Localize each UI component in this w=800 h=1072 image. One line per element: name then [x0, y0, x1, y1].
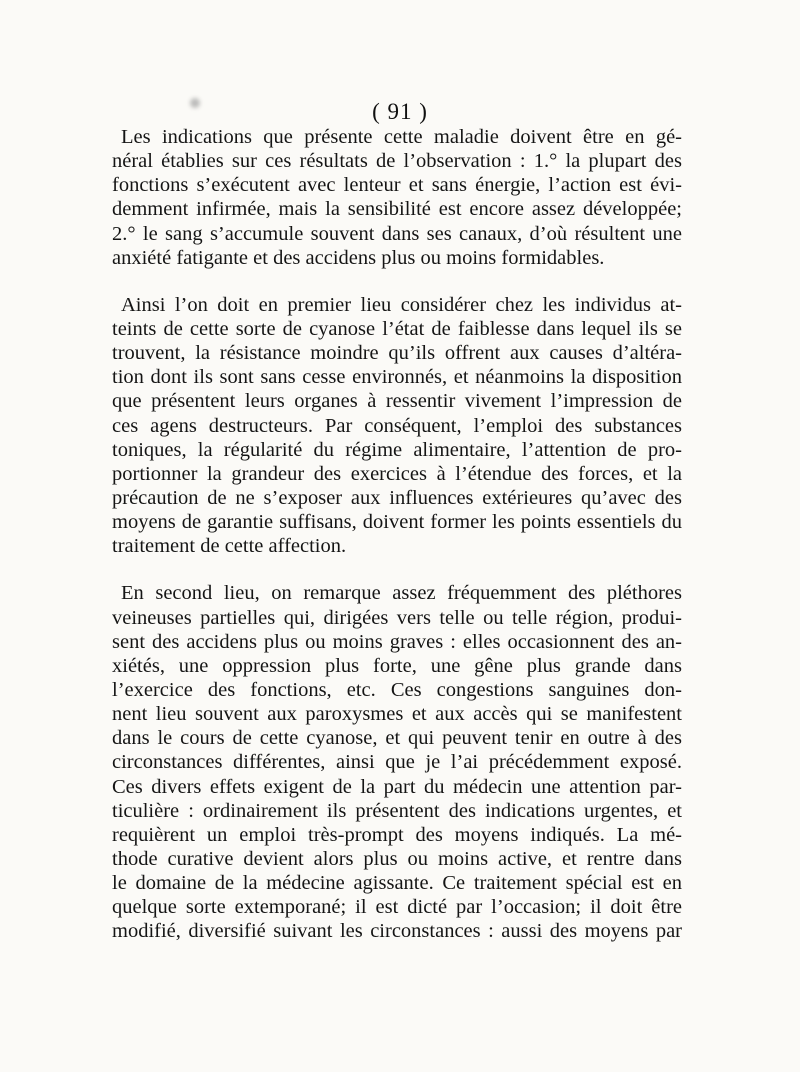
- text-line: ticulière : ordinairement ils présentent des indications urgentes, et: [112, 799, 682, 822]
- text-line: circonstances différentes, ainsi que je l’ai précédemment exposé.: [112, 751, 682, 774]
- text-line: fonctions s’exécutent avec lenteur et sans énergie, l’action est évi-: [112, 174, 682, 197]
- page-number: ( 91 ): [372, 99, 428, 124]
- text-line: trouvent, la résistance moindre qu’ils offrent aux causes d’altéra-: [112, 342, 682, 365]
- text-line: traitement de cette affection.: [112, 535, 347, 558]
- text-line: sent des accidens plus ou moins graves : elles occasionnent des an-: [112, 630, 682, 653]
- text-line: dans le cours de cette cyanose, et qui peuvent tenir en outre à des: [112, 727, 682, 750]
- text-line: l’exercice des fonctions, etc. Ces congestions sanguines don-: [112, 678, 682, 701]
- text-line: modifié, diversifié suivant les circonstances : aussi des moyens par: [112, 920, 682, 943]
- text-line: néral établies sur ces résultats de l’observation : 1.° la plupart des: [112, 150, 682, 173]
- text-line: le domaine de la médecine agissante. Ce traitement spécial est en: [112, 872, 682, 895]
- text-line: anxiété fatigante et des accidens plus ou moins formidables.: [112, 246, 605, 269]
- text-line: requièrent un emploi très-prompt des moyens indiqués. La mé-: [112, 823, 682, 846]
- text-line: demment infirmée, mais la sensibilité est encore assez développée;: [112, 198, 682, 221]
- paragraph-gap: [112, 558, 682, 581]
- body-text: [112, 125, 682, 944]
- text-line: que présentent leurs organes à ressentir vivement l’impression de: [112, 390, 682, 413]
- text-line: quelque sorte extemporané; il est dicté par l’occasion; il doit être: [112, 896, 682, 919]
- text-line: Ainsi l’on doit en premier lieu considérer chez les individus at-: [121, 293, 682, 316]
- paragraph-gap: [112, 270, 682, 293]
- paragraph-1: [112, 125, 682, 270]
- text-line: En second lieu, on remarque assez fréquemment des pléthores: [121, 582, 682, 605]
- text-line: teints de cette sorte de cyanose l’état de faiblesse dans lequel ils se: [112, 317, 682, 340]
- text-line: portionner la grandeur des exercices à l’étendue des forces, et la: [112, 462, 682, 485]
- paragraph-3: [112, 581, 682, 943]
- text-line: tion dont ils sont sans cesse environnés, et néanmoins la disposition: [112, 366, 682, 389]
- text-line: 2.° le sang s’accumule souvent dans ses canaux, d’où résultent une: [112, 222, 682, 245]
- text-line: toniques, la régularité du régime alimentaire, l’attention de pro-: [112, 438, 682, 461]
- text-line: moyens de garantie suffisans, doivent former les points essentiels du: [112, 511, 682, 534]
- text-line: nent lieu souvent aux paroxysmes et aux accès qui se manifestent: [112, 703, 682, 726]
- text-line: veineuses partielles qui, dirigées vers telle ou telle région, produi-: [112, 606, 682, 629]
- text-line: thode curative devient alors plus ou moins active, et rentre dans: [112, 847, 682, 870]
- text-line: Les indications que présente cette maladie doivent être en gé-: [121, 126, 682, 148]
- text-line: xiétés, une oppression plus forte, une gêne plus grande dans: [112, 654, 682, 677]
- text-line: Ces divers effets exigent de la part du médecin une attention par-: [112, 775, 682, 798]
- text-line: précaution de ne s’exposer aux influences extérieures qu’avec des: [112, 486, 682, 509]
- text-line: ces agens destructeurs. Par conséquent, l’emploi des substances: [112, 414, 682, 437]
- paragraph-2: [112, 293, 682, 559]
